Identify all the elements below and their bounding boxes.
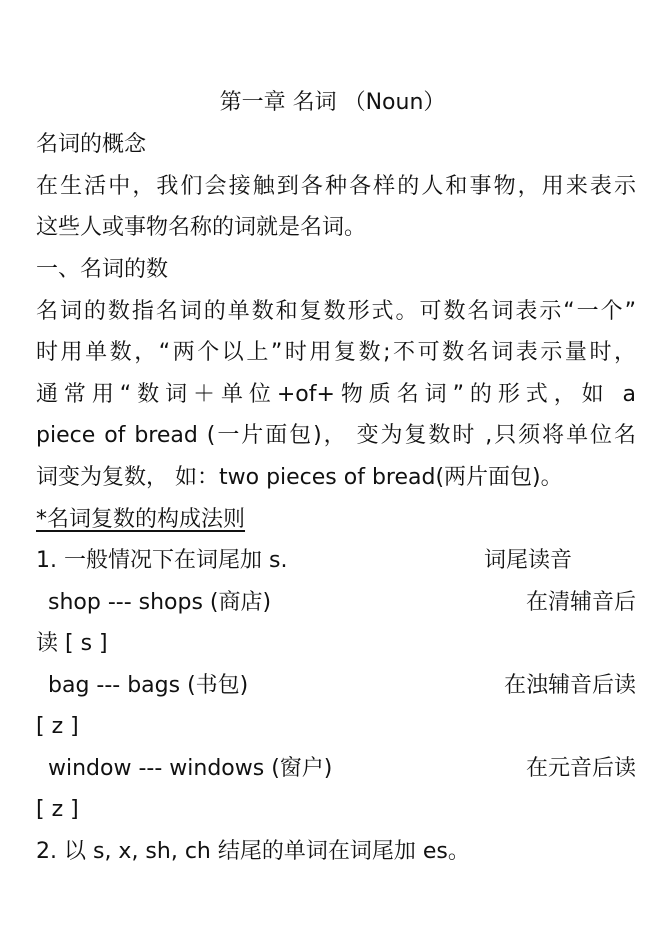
example-word-3: window --- windows (窗户) — [48, 756, 333, 781]
number-line-2: 时用单数，“两个以上”时用复数;不可数名词表示量时， — [36, 340, 636, 365]
pronunciation-heading: 词尾读音 — [483, 548, 572, 573]
example-cont-1: 读 [ s ] — [36, 631, 108, 656]
number-line-1: 名词的数指名词的单数和复数形式。可数名词表示“一个” — [36, 299, 636, 324]
example-rule-1: 在清辅音后 — [525, 590, 636, 615]
number-line-4: piece of bread (一片面包)， 变为复数时 ,只须将单位名 — [36, 423, 636, 448]
example-row-3 — [36, 754, 636, 784]
chapter-title: 第一章 名词 （Noun） — [219, 90, 446, 115]
example-word-1: shop --- shops (商店) — [48, 590, 272, 615]
example-cont-2: [ z ] — [36, 714, 79, 739]
rule-1-text: 1. 一般情况下在词尾加 s. — [36, 548, 288, 573]
rule-2-text: 2. 以 s, x, sh, ch 结尾的单词在词尾加 es。 — [36, 839, 470, 864]
example-cont-3: [ z ] — [36, 797, 79, 822]
rule-1-row — [36, 546, 636, 576]
concept-line-1: 在生活中，我们会接触到各种各样的人和事物，用来表示 — [36, 174, 636, 199]
example-row-1 — [36, 588, 636, 618]
section-heading-concept: 名词的概念 — [36, 132, 147, 157]
concept-line-2: 这些人或事物名称的词就是名词。 — [36, 215, 367, 240]
example-rule-3: 在元音后读 — [525, 756, 636, 781]
example-row-2 — [36, 671, 636, 701]
example-word-2: bag --- bags (书包) — [48, 673, 249, 698]
example-rule-2: 在浊辅音后读 — [503, 673, 636, 698]
section-heading-number: 一、名词的数 — [36, 257, 169, 282]
number-line-3: 通常用“数词＋单位+of+物质名词”的形式，如 a — [36, 382, 636, 407]
number-line-5: 词变为复数， 如：two pieces of bread(两片面包)。 — [36, 465, 563, 490]
rules-heading: *名词复数的构成法则 — [36, 507, 246, 532]
